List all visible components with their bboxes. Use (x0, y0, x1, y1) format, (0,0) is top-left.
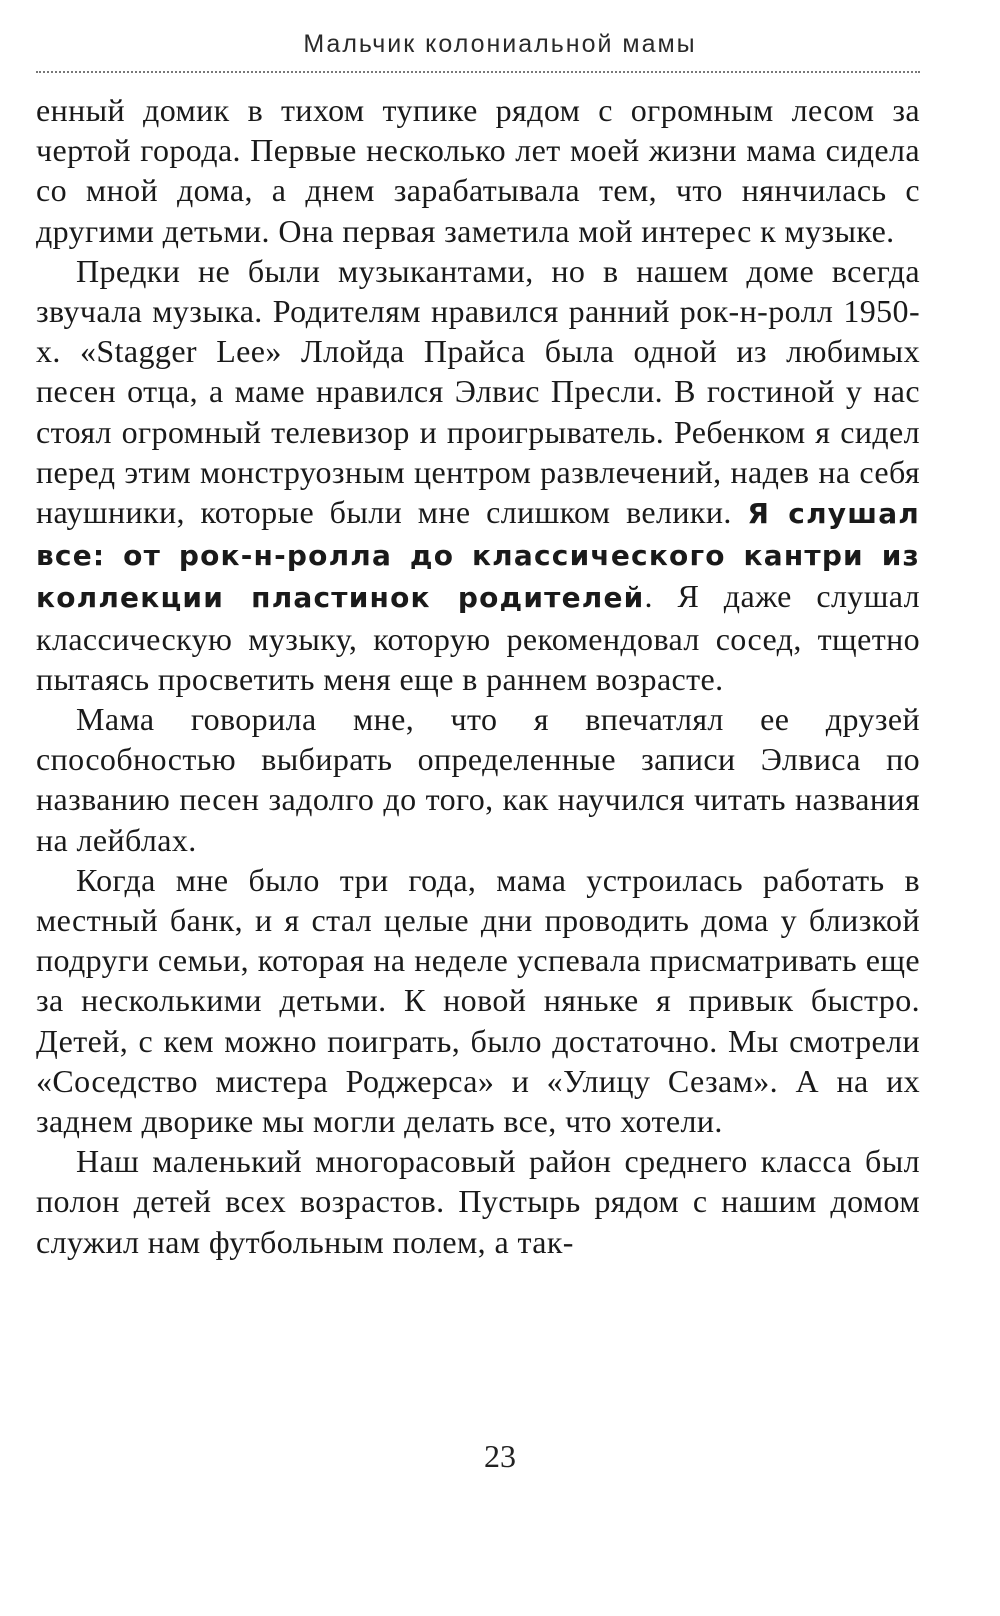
header-divider (36, 71, 920, 73)
paragraph-5: Наш маленький многорасовый район среднего класса был полон детей всех возрастов. Пустырь рядом с нашим домом служил нам футбольным полем, а так- (36, 1143, 920, 1260)
page-number: 23 (484, 1438, 516, 1474)
bold-emphasis: Я слушал все: от рок-н-ролла до классического кантри из коллекции пластинок родителей (36, 497, 920, 615)
paragraph-2-end: . Я даже слушал классическую музыку, которую рекомендовал сосед, тщетно пытаясь просветить меня еще в раннем возрасте. (36, 578, 921, 697)
paragraph-2 (36, 251, 920, 699)
paragraph-4: Когда мне было три года, мама устроилась работать в местный банк, и я стал целые дни проводить дома у близкой подруги семьи, которая на неделе успевала присматривать еще за несколькими детьми. К новой няньке я привык быстро. Детей, с кем можно поиграть, было достаточно. Мы смотрели «Соседство мистера Роджерса» и «Улицу Сезам». А на их заднем дворике мы могли делать все, что хотели. (36, 861, 920, 1140)
paragraph-3: Мама говорила мне, что я впечатлял ее друзей способностью выбирать определенные записи Элвиса по названию песен задолго до того, как научился читать названия на лейблах. (36, 701, 920, 858)
running-head-title: Мальчик колониальной мамы (303, 30, 697, 58)
body-text (36, 90, 920, 1262)
paragraph-2-start: Предки не были музыкантами, но в нашем доме всегда звучала музыка. Родителям нравился ранний рок-н-ролл 1950-х. «Stagger Lee» Ллойда Прайса была одной из любимых песен отца, а маме нравился Элвис Пресли. В гостиной у нас стоял огромный телевизор и проигрыватель. Ребенком я сидел перед этим монструозным центром развлечений, надев на себя наушники, которые были мне слишком велики. (36, 252, 920, 531)
paragraph-1: енный домик в тихом тупике рядом с огромным лесом за чертой города. Первые несколько лет моей жизни мама сидела со мной дома, а днем зарабатывала тем, что нянчилась с другими детьми. Она первая заметила мой интерес к музыке. (36, 92, 920, 249)
